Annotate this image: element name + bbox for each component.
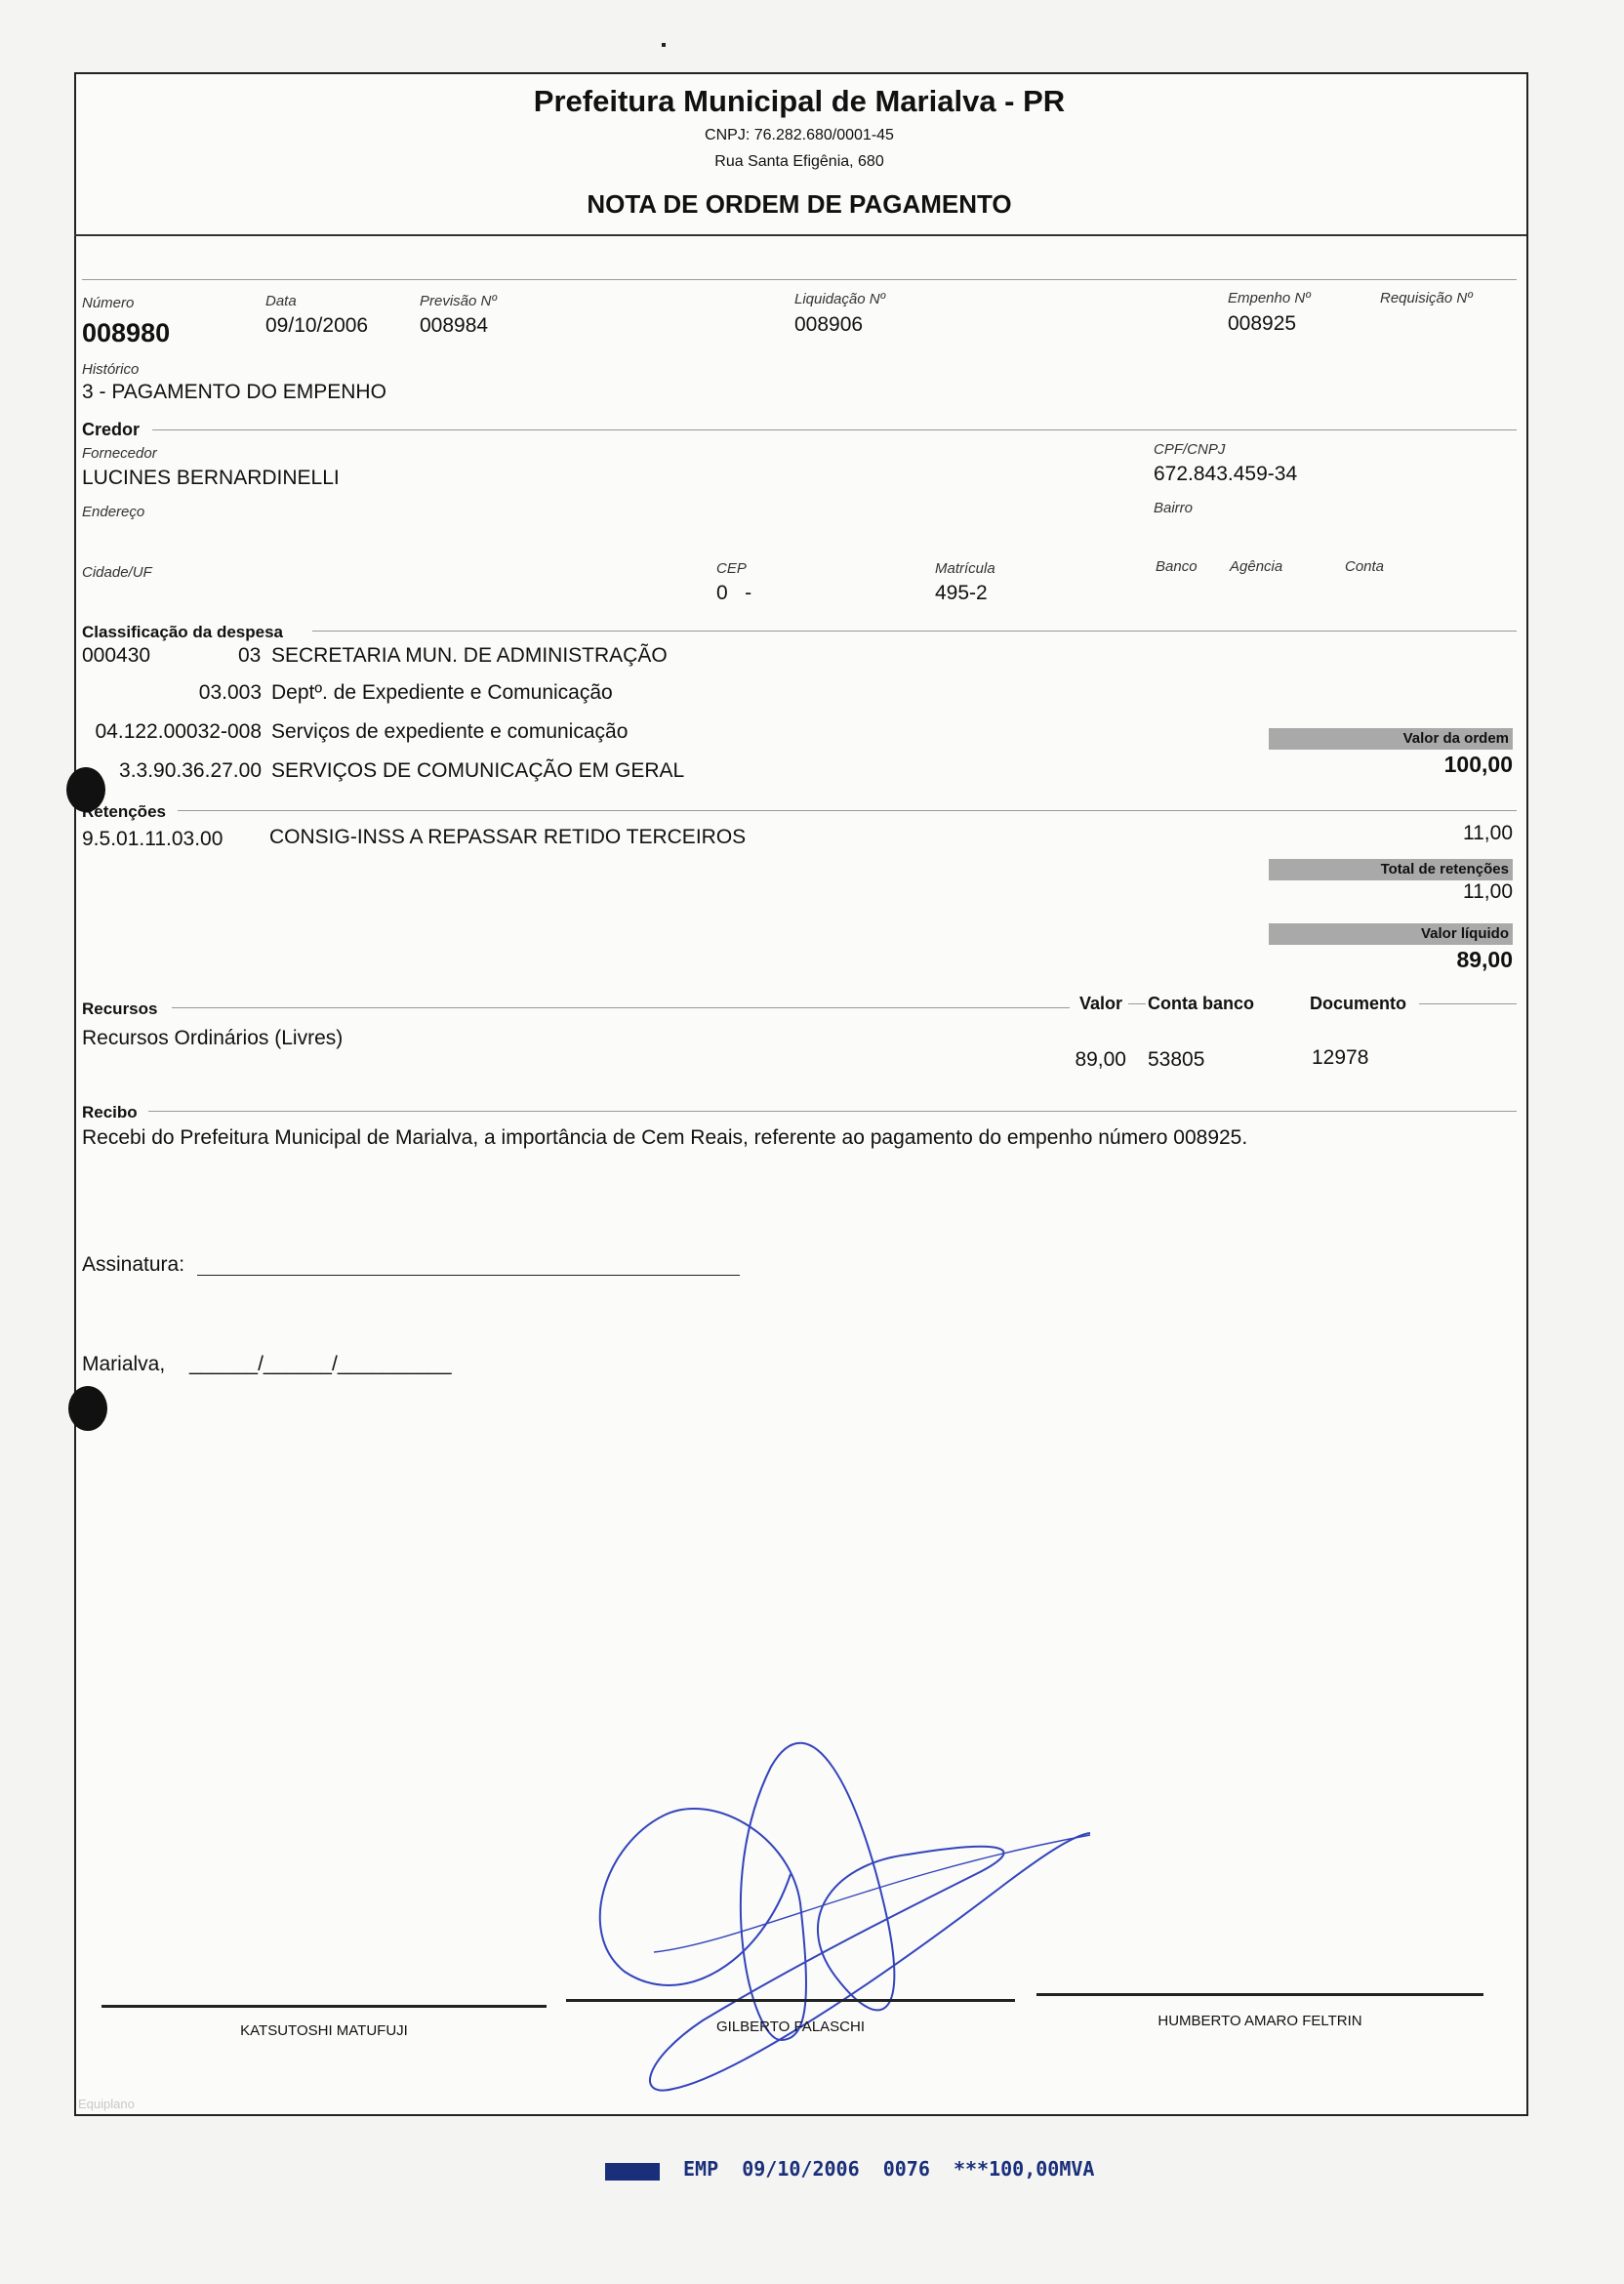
classificacao-section: Classificação da despesa bbox=[82, 623, 284, 641]
signatory-2: GILBERTO FALASCHI bbox=[716, 2019, 865, 2035]
signature-line-2 bbox=[566, 1999, 1015, 2002]
recursos-documento-label: Documento bbox=[1310, 994, 1406, 1013]
fornecedor-label: Fornecedor bbox=[82, 445, 157, 462]
retencao-desc: CONSIG-INSS A REPASSAR RETIDO TERCEIROS bbox=[269, 826, 747, 848]
valor-liquido-value: 89,00 bbox=[1456, 947, 1513, 972]
payment-stamp: EMP 09/10/2006 0076 ***100,00MVA bbox=[683, 2157, 1095, 2181]
stamp-mark-icon bbox=[605, 2163, 660, 2181]
cpf-label: CPF/CNPJ bbox=[1154, 441, 1226, 458]
classificacao-desc-1: SECRETARIA MUN. DE ADMINISTRAÇÃO bbox=[271, 644, 668, 667]
recursos-line bbox=[172, 1007, 1070, 1008]
numero-value: 008980 bbox=[82, 318, 171, 347]
retencoes-section: Retenções bbox=[82, 802, 166, 821]
cep-value: 0 - bbox=[716, 582, 752, 604]
recursos-section: Recursos bbox=[82, 999, 158, 1018]
cep-label: CEP bbox=[716, 560, 747, 577]
signature-line-1 bbox=[102, 2005, 547, 2008]
recibo-text: Recebi do Prefeitura Municipal de Marialva, a importância de Cem Reais, referente ao pagamento do empenho número 008925. bbox=[82, 1126, 1248, 1149]
header-divider bbox=[74, 234, 1526, 236]
conta-label: Conta bbox=[1345, 558, 1385, 575]
classificacao-desc-4: SERVIÇOS DE COMUNICAÇÃO EM GERAL bbox=[271, 759, 685, 782]
punch-hole-bottom bbox=[68, 1386, 107, 1431]
previsao-value: 008984 bbox=[420, 314, 489, 337]
signatory-1: KATSUTOSHI MATUFUJI bbox=[240, 2022, 408, 2039]
recursos-valor-line bbox=[1128, 1003, 1146, 1004]
requisicao-label: Requisição Nº bbox=[1380, 290, 1473, 306]
total-retencoes-box bbox=[1269, 859, 1513, 880]
empenho-value: 008925 bbox=[1228, 312, 1297, 335]
matricula-label: Matrícula bbox=[935, 560, 995, 577]
empenho-label: Empenho Nº bbox=[1228, 290, 1311, 306]
data-value: 09/10/2006 bbox=[265, 314, 369, 337]
signature-line-3 bbox=[1036, 1993, 1483, 1996]
fields-top-line bbox=[82, 279, 1517, 280]
scan-speck bbox=[662, 43, 666, 47]
recursos-desc: Recursos Ordinários (Livres) bbox=[82, 1027, 344, 1049]
recursos-conta: 53805 bbox=[1148, 1048, 1205, 1071]
classificacao-desc-2: Deptº. de Expediente e Comunicação bbox=[271, 681, 613, 704]
liquidacao-label: Liquidação Nº bbox=[794, 291, 886, 307]
valor-liquido-label: Valor líquido bbox=[1420, 925, 1509, 942]
endereco-label: Endereço bbox=[82, 504, 145, 520]
retencao-code: 9.5.01.11.03.00 bbox=[82, 828, 223, 850]
cnpj-text: CNPJ: 76.282.680/0001-45 bbox=[705, 127, 894, 143]
valor-liquido-box bbox=[1269, 923, 1513, 945]
classificacao-code-3: 04.122.00032-008 bbox=[95, 720, 262, 743]
address-text: Rua Santa Efigênia, 680 bbox=[714, 153, 884, 170]
cidade-label: Cidade/UF bbox=[82, 564, 152, 581]
recibo-line bbox=[148, 1111, 1517, 1112]
recursos-valor-label: Valor bbox=[1079, 994, 1123, 1013]
total-retencoes-value: 11,00 bbox=[1463, 880, 1513, 903]
previsao-label: Previsão Nº bbox=[420, 293, 497, 309]
local-label: Marialva, bbox=[82, 1353, 166, 1375]
recursos-documento: 12978 bbox=[1312, 1046, 1369, 1069]
date-blank: ______/______/__________ bbox=[189, 1353, 452, 1375]
liquidacao-value: 008906 bbox=[794, 313, 864, 336]
credor-section: Credor bbox=[82, 420, 141, 439]
matricula-value: 495-2 bbox=[935, 582, 988, 604]
assinatura-label: Assinatura: bbox=[82, 1253, 185, 1276]
classificacao-code-2: 03.003 bbox=[198, 681, 262, 704]
assinatura-line bbox=[197, 1275, 740, 1276]
valor-ordem-value: 100,00 bbox=[1443, 752, 1513, 777]
total-retencoes-label: Total de retenções bbox=[1380, 861, 1509, 877]
numero-label: Número bbox=[82, 295, 135, 311]
banco-label: Banco bbox=[1156, 558, 1198, 575]
recursos-doc-line bbox=[1419, 1003, 1517, 1004]
fornecedor-value: LUCINES BERNARDINELLI bbox=[82, 467, 340, 489]
retencoes-line bbox=[178, 810, 1517, 811]
classificacao-code-4: 3.3.90.36.27.00 bbox=[119, 759, 262, 782]
faint-watermark: Equiplano bbox=[78, 2097, 135, 2111]
page-title: Prefeitura Municipal de Marialva - PR bbox=[533, 84, 1066, 118]
bairro-label: Bairro bbox=[1154, 500, 1194, 516]
cpf-value: 672.843.459-34 bbox=[1154, 463, 1298, 485]
historico-value: 3 - PAGAMENTO DO EMPENHO bbox=[82, 381, 386, 403]
retencao-value: 11,00 bbox=[1463, 822, 1513, 844]
classificacao-code-1: 000430 bbox=[82, 644, 151, 667]
valor-ordem-label: Valor da ordem bbox=[1402, 730, 1509, 747]
recursos-conta-label: Conta banco bbox=[1148, 994, 1255, 1013]
classificacao-line bbox=[312, 631, 1517, 632]
recibo-section: Recibo bbox=[82, 1103, 138, 1122]
classificacao-desc-3: Serviços de expediente e comunicação bbox=[271, 720, 629, 743]
recursos-valor: 89,00 bbox=[1075, 1048, 1126, 1071]
agencia-label: Agência bbox=[1230, 558, 1283, 575]
classificacao-sub-1: 03 bbox=[238, 644, 262, 667]
data-label: Data bbox=[265, 293, 297, 309]
signatory-3: HUMBERTO AMARO FELTRIN bbox=[1157, 2013, 1362, 2029]
credor-line bbox=[152, 429, 1517, 430]
doc-title: NOTA DE ORDEM DE PAGAMENTO bbox=[587, 189, 1012, 219]
handwritten-signature bbox=[586, 1728, 1113, 2118]
valor-ordem-box bbox=[1269, 728, 1513, 750]
historico-label: Histórico bbox=[82, 361, 140, 378]
